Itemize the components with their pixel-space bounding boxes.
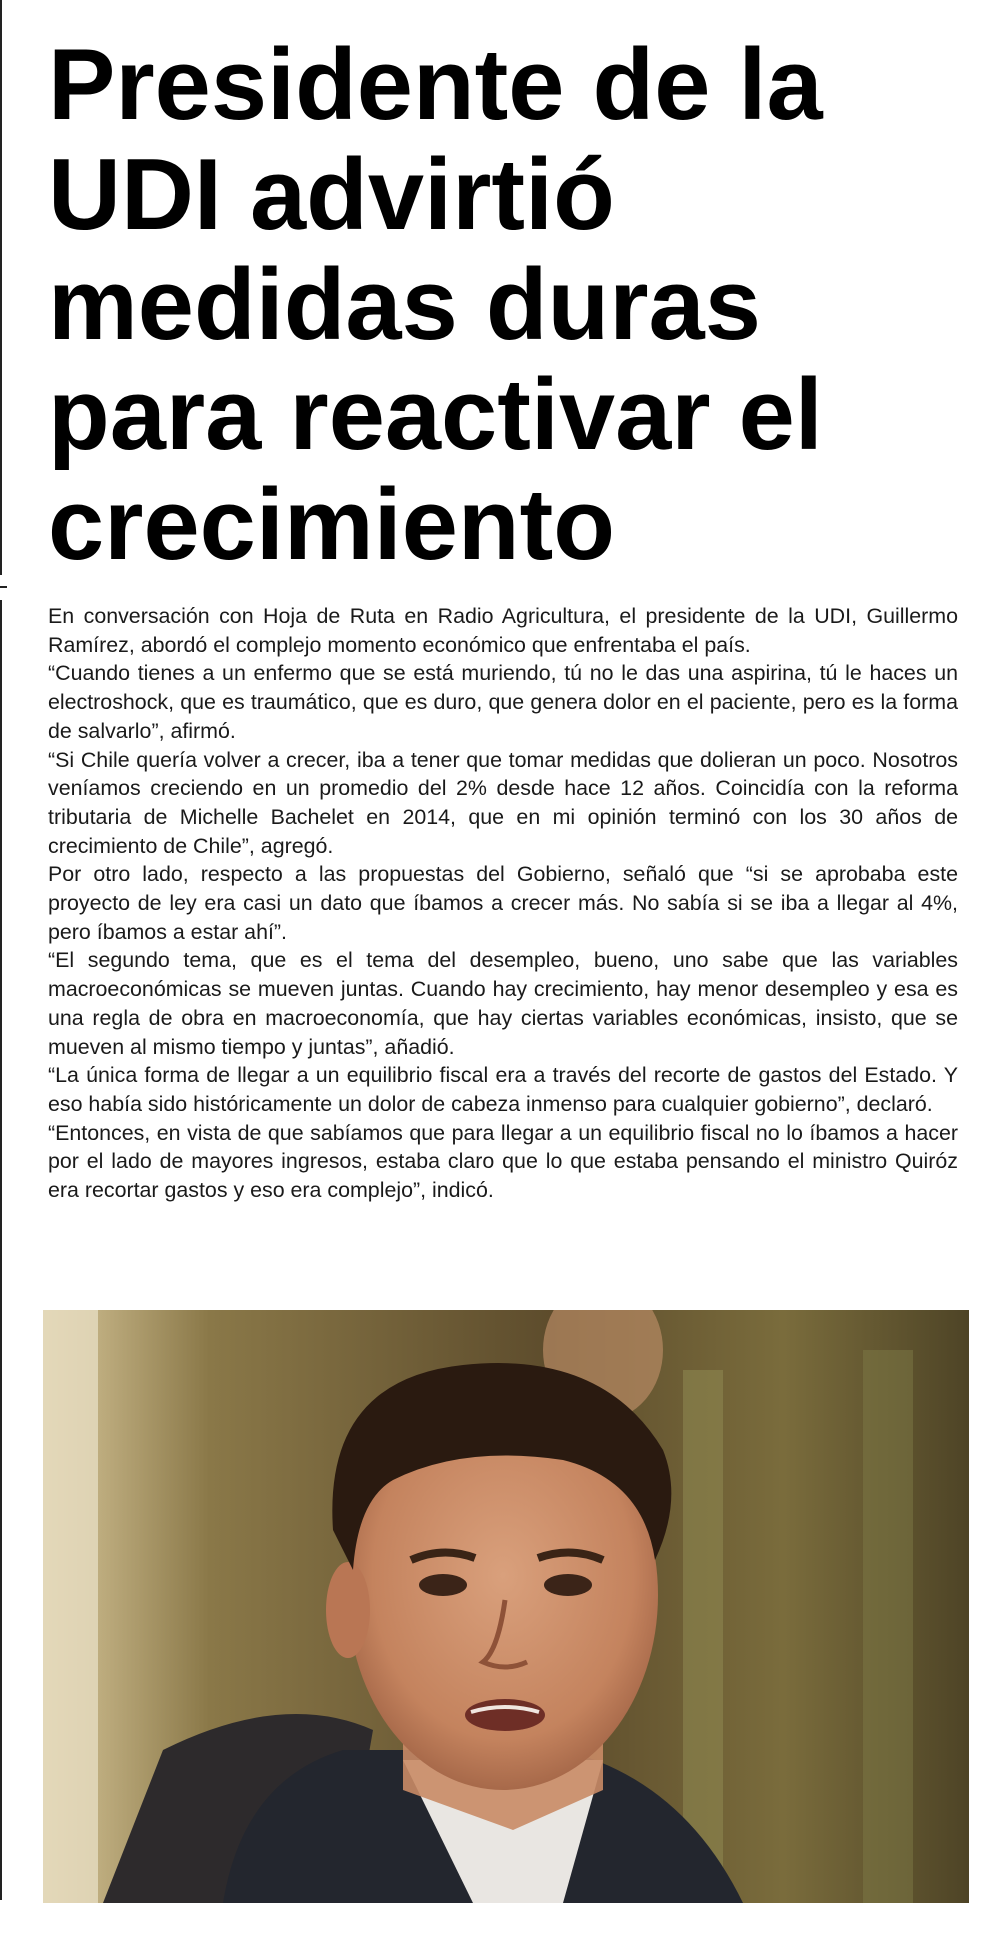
column-rule-tick xyxy=(0,586,7,588)
article-body xyxy=(48,602,958,1205)
headline-line-3: medidas duras xyxy=(48,249,761,361)
article-paragraph-2: “Cuando tienes a un enfermo que se está muriendo, tú no le das una aspirina, tú le haces un electroshock, que es traumático, que es duro, que genera dolor en el paciente, pero es la forma de salvarlo”, afirmó. xyxy=(48,661,958,743)
column-rule-bottom xyxy=(0,600,2,1900)
column-rule-top xyxy=(0,0,2,575)
headline-line-2: UDI advirtió xyxy=(48,139,615,251)
eye-right xyxy=(544,1574,592,1596)
headline-line-4: para reactivar el xyxy=(48,359,823,471)
article-paragraph-5: “El segundo tema, que es el tema del desempleo, bueno, uno sabe que las variables macroeconómicas se mueven juntas. Cuando hay crecimiento, hay menor desempleo y esa es una regla de obra en macroeconomía, que hay ciertas variables económicas, insisto, que se mueven al mismo tiempo y juntas”, añadió. xyxy=(48,948,958,1059)
background-column-2 xyxy=(863,1350,913,1903)
background-column xyxy=(683,1370,723,1903)
article-paragraph-6: “La única forma de llegar a un equilibrio fiscal era a través del recorte de gastos del Estado. Y eso había sido históricamente un dolor de cabeza inmenso para cualquier gobierno”, declaró. xyxy=(48,1063,958,1116)
article-paragraph-7: “Entonces, en vista de que sabíamos que para llegar a un equilibrio fiscal no lo íbamos a hacer por el lado de mayores ingresos, estaba claro que lo que estaba pensando el ministro Quiróz era recortar gastos y eso era complejo”, indicó. xyxy=(48,1120,958,1203)
headline-line-1: Presidente de la xyxy=(48,29,823,141)
ear-left xyxy=(326,1562,370,1658)
article-paragraph-4: Por otro lado, respecto a las propuestas del Gobierno, señaló que “si se aprobaba este proyecto de ley era casi un dato que íbamos a crecer más. No sabía si se iba a llegar al 4%, pero íbamos a estar ahí”. xyxy=(48,862,958,944)
background-light-panel xyxy=(43,1310,98,1903)
eye-left xyxy=(419,1574,467,1596)
headline-line-5: crecimiento xyxy=(48,469,615,581)
article-paragraph-3: “Si Chile quería volver a crecer, iba a tener que tomar medidas que dolieran un poco. Nosotros veníamos creciendo en un promedio del 2% desde hace 12 años. Coincidía con la reforma tributaria de Michelle Bachelet en 2014, que en mi opinión terminó con los 30 años de crecimiento de Chile”, agregó. xyxy=(48,747,958,858)
portrait-photo xyxy=(43,1310,969,1903)
article-paragraph-1: En conversación con Hoja de Ruta en Radio Agricultura, el presidente de la UDI, Guillermo Ramírez, abordó el complejo momento económico que enfrentaba el país. xyxy=(48,604,958,657)
headline xyxy=(48,30,948,580)
mouth xyxy=(465,1699,545,1731)
portrait-illustration xyxy=(43,1310,969,1903)
